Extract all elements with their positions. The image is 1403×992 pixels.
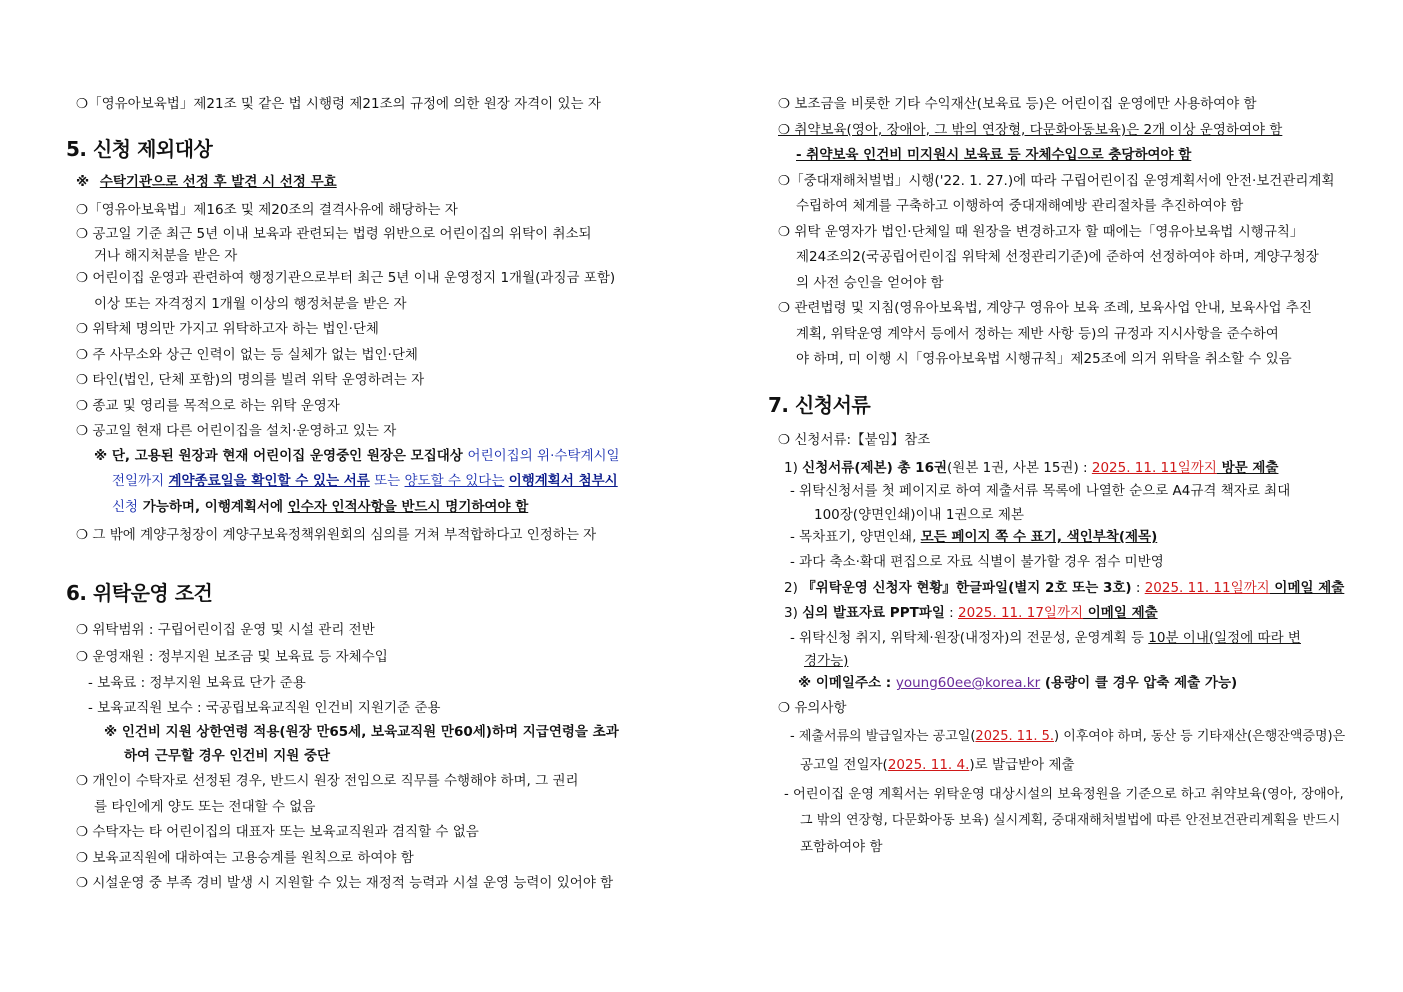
doc-item-3 xyxy=(784,603,1158,623)
list-item: ❍ 위탁범위 : 구립어린이집 운영 및 시설 관리 전반 xyxy=(76,622,375,638)
list-item: ❍ 유의사항 xyxy=(778,700,847,716)
text: ) 이후여야 하며, 동산 등 기타재산(은행잔액증명)은 xyxy=(1053,729,1346,744)
list-item: 거나 해지처분을 받은 자 xyxy=(94,248,238,264)
list-item: ❍ 어린이집 운영과 관련하여 행정기관으로부터 최근 5년 이내 운영정지 1개월(과징금 포함) xyxy=(76,270,616,286)
text: 전일까지 xyxy=(112,473,169,489)
list-item: ❍ 운영재원 : 정부지원 보조금 및 보육료 등 자체수입 xyxy=(76,649,388,665)
text: : xyxy=(944,605,959,621)
text: 신청서류(제본) 총 16권 xyxy=(802,460,948,476)
list-item: ❍ 주 사무소와 상근 인력이 없는 등 실체가 없는 법인·단체 xyxy=(76,347,418,363)
text: 10분 이내(일정에 따라 변 xyxy=(1148,630,1301,646)
text: - 제출서류의 발급일자는 공고일( xyxy=(790,729,976,744)
list-item: ❍ 수탁자는 타 어린이집의 대표자 또는 보육교직원과 겸직할 수 없음 xyxy=(76,824,479,840)
text: 2) xyxy=(784,580,803,596)
list-item: 를 타인에게 양도 또는 전대할 수 없음 xyxy=(94,799,316,815)
text: - 위탁신청 취지, 위탁체·원장(내정자)의 전문성, 운영계획 등 xyxy=(790,630,1149,646)
doc-item-1 xyxy=(784,458,1278,478)
text: 공고일 전일자( xyxy=(800,757,888,773)
list-item xyxy=(790,628,1301,648)
list-item: - 보육료 : 정부지원 보육료 단가 준용 xyxy=(88,675,306,691)
list-item: ❍ 관련법령 및 지침(영유아보육법, 계양구 영유아 보육 조례, 보육사업 안내, 보육사업 추진 xyxy=(778,300,1312,316)
list-item: 경가능) xyxy=(804,653,849,669)
list-item: 제24조의2(국공립어린이집 위탁체 선정관리기준)에 준하여 선정하여야 하며, 계양구청장 xyxy=(796,249,1319,265)
text: 2025. 11. 17일까지 xyxy=(958,605,1084,621)
list-item: - 어린이집 운영 계획서는 위탁운영 대상시설의 보육정원을 기준으로 하고 취약보육(영아, 장애아, xyxy=(784,787,1344,802)
doc-item-2 xyxy=(784,578,1344,598)
list-item: ❍「중대재해처벌법」시행('22. 1. 27.)에 따라 구립어린이집 운영계획서에 안전·보건관리계획 xyxy=(778,173,1335,189)
sec6-note: ※ 인건비 지원 상한연령 적용(원장 만65세, 보육교직원 만60세)하며 지급연령을 초과 xyxy=(104,724,619,740)
note-mark: ※ xyxy=(76,174,90,190)
list-item: - 위탁신청서를 첫 페이지로 하여 제출서류 목록에 나열한 순으로 A4규격 책자로 최대 xyxy=(790,483,1291,499)
list-item: ❍ 위탁 운영자가 법인·단체일 때 원장을 변경하고자 할 때에는「영유아보육법 시행규칙」 xyxy=(778,224,1304,240)
sec5-note xyxy=(76,172,337,192)
list-item: - 취약보육 인건비 미지원시 보육료 등 자체수입으로 충당하여야 함 xyxy=(796,147,1192,163)
list-item: ❍ 타인(법인, 단체 포함)의 명의를 빌려 위탁 운영하려는 자 xyxy=(76,372,425,388)
text: 2025. 11. 4. xyxy=(887,757,970,773)
text: ※ 이메일주소 : xyxy=(798,675,896,691)
text: 인수자 인적사항을 반드시 명기하여야 함 xyxy=(287,499,529,515)
special-note-line3 xyxy=(112,497,528,517)
list-item: ❍ 공고일 현재 다른 어린이집을 설치·운영하고 있는 자 xyxy=(76,423,397,439)
list-item: - 과다 축소·확대 편집으로 자료 식별이 불가할 경우 점수 미반영 xyxy=(790,554,1164,570)
text: 또는 xyxy=(369,473,405,489)
text: 이행계획서 첨부시 xyxy=(508,473,618,489)
text: (용량이 클 경우 압축 제출 가능) xyxy=(1040,675,1238,691)
list-item: ❍ 보조금을 비롯한 기타 수익재산(보육료 등)은 어린이집 운영에만 사용하여야 함 xyxy=(778,96,1257,112)
text: 신청 xyxy=(112,499,139,515)
list-item: ❍ 개인이 수탁자로 선정된 경우, 반드시 원장 전임으로 직무를 수행해야 하며, 그 권리 xyxy=(76,773,579,789)
list-item: ❍「영유아보육법」제16조 및 제20조의 결격사유에 해당하는 자 xyxy=(76,202,458,218)
list-item: 이상 또는 자격정지 1개월 이상의 행정처분을 받은 자 xyxy=(94,296,407,312)
list-item: ❍ 취약보육(영아, 장애아, 그 밖의 연장형, 다문화아동보육)은 2개 이상 운영하여야 함 xyxy=(778,122,1283,138)
list-item: 야 하며, 미 이행 시「영유아보육법 시행규칙」제25조에 의거 위탁을 취소할 수 있음 xyxy=(796,351,1292,367)
section-7-title: 7. 신청서류 xyxy=(768,393,871,417)
section-6-title: 6. 위탁운영 조건 xyxy=(66,581,213,605)
text: 이메일 제출 xyxy=(1269,580,1345,596)
list-item: 계획, 위탁운영 계약서 등에서 정하는 제반 사항 등)의 규정과 지시사항을 준수하여 xyxy=(796,326,1279,342)
list-item xyxy=(790,727,1345,747)
list-item: 100장(양면인쇄)이내 1권으로 제본 xyxy=(814,507,1024,523)
list-item: - 보육교직원 보수 : 국공립보육교직원 인건비 지원기준 준용 xyxy=(88,700,441,716)
text: : xyxy=(1131,580,1145,596)
text: ※ 단, 고용된 원장과 현재 어린이집 운영중인 원장은 모집대상 xyxy=(94,448,468,464)
text: 2025. 11. 5. xyxy=(975,729,1054,744)
list-item: ❍ 보육교직원에 대하여는 고용승계를 원칙으로 하여야 함 xyxy=(76,850,414,866)
list-item: ❍ 공고일 기준 최근 5년 이내 보육과 관련되는 법령 위반으로 어린이집의 위탁이 취소되 xyxy=(76,226,592,242)
list-item: ❍ 신청서류:【붙임】참조 xyxy=(778,432,931,448)
note-text: 수탁기관으로 선정 후 발견 시 선정 무효 xyxy=(99,174,337,190)
intro-item: ❍「영유아보육법」제21조 및 같은 법 시행령 제21조의 규정에 의한 원장 자격이 있는 자 xyxy=(76,96,601,112)
text: 이메일 제출 xyxy=(1083,605,1158,621)
list-item: 그 밖의 연장형, 다문화아동 보육) 실시계획, 중대재해처벌법에 따른 안전보건관리계획을 반드시 xyxy=(800,813,1341,828)
list-item: ❍ 위탁체 명의만 가지고 위탁하고자 하는 법인·단체 xyxy=(76,321,379,337)
text: 2025. 11. 11일까지 xyxy=(1091,460,1217,476)
list-item xyxy=(790,527,1157,547)
text: 모든 페이지 쪽 수 표기, 색인부착(제목) xyxy=(920,529,1158,545)
text: - 목차표기, 양면인쇄, xyxy=(790,529,921,545)
text: 1) xyxy=(784,460,803,476)
text: 어린이집의 위·수탁계시일 xyxy=(467,448,620,464)
text: 2025. 11. 11일까지 xyxy=(1144,580,1270,596)
email-note xyxy=(798,673,1237,693)
special-note-line2 xyxy=(112,471,618,491)
list-item: ❍ 시설운영 중 부족 경비 발생 시 지원할 수 있는 재정적 능력과 시설 운영 능력이 있어야 함 xyxy=(76,875,614,891)
list-item: 포함하여야 함 xyxy=(800,839,883,855)
text: 가능하며, 이행계획서에 xyxy=(138,499,288,515)
text: 방문 제출 xyxy=(1216,460,1279,476)
text: 계약종료일을 확인할 수 있는 서류 xyxy=(168,473,370,489)
sec6-note: 하여 근무할 경우 인건비 지원 중단 xyxy=(124,748,331,764)
text: 양도할 수 있다는 xyxy=(404,473,505,489)
special-note-line1 xyxy=(94,446,620,466)
list-item: ❍ 종교 및 영리를 목적으로 하는 위탁 운영자 xyxy=(76,398,340,414)
list-item: ❍ 그 밖에 계양구청장이 계양구보육정책위원회의 심의를 거쳐 부적합하다고 인정하는 자 xyxy=(76,527,597,543)
list-item: 수립하여 체계를 구축하고 이행하여 중대재해예방 관리절차를 추진하여야 함 xyxy=(796,198,1244,214)
text: (원본 1권, 사본 15권) : xyxy=(947,460,1092,476)
text: 3) xyxy=(784,605,803,621)
text: )로 발급받아 제출 xyxy=(969,757,1075,773)
text: 심의 발표자료 PPT파일 xyxy=(802,605,945,621)
list-item: 의 사전 승인을 얻어야 함 xyxy=(796,275,944,291)
section-5-title: 5. 신청 제외대상 xyxy=(66,137,213,161)
email-link[interactable]: young60ee@korea.kr xyxy=(895,675,1041,691)
text: 『위탁운영 신청자 현황』한글파일(별지 2호 또는 3호) xyxy=(802,580,1132,596)
list-item xyxy=(800,755,1075,775)
